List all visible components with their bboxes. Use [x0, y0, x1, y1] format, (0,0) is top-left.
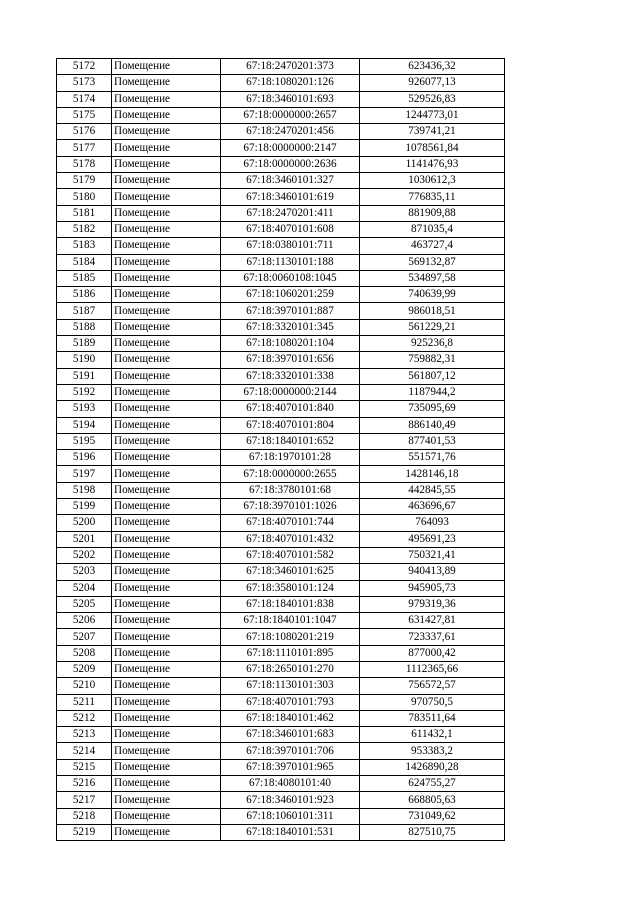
row-number-cell: 5176: [57, 124, 112, 140]
cadastral-number-cell: 67:18:2470201:373: [221, 59, 360, 75]
cadastral-value-cell: 631427,81: [360, 613, 505, 629]
row-number-cell: 5217: [57, 792, 112, 808]
row-number-cell: 5209: [57, 661, 112, 677]
table-row: [57, 75, 505, 91]
cadastral-number-cell: 67:18:0060108:1045: [221, 270, 360, 286]
row-number-cell: 5193: [57, 401, 112, 417]
cadastral-number-cell: 67:18:1840101:652: [221, 433, 360, 449]
table-row: [57, 613, 505, 629]
cadastral-number-cell: 67:18:1080201:126: [221, 75, 360, 91]
object-type-cell: Помещение: [112, 564, 221, 580]
row-number-cell: 5177: [57, 140, 112, 156]
row-number-cell: 5194: [57, 417, 112, 433]
table-row: [57, 336, 505, 352]
table-row: [57, 401, 505, 417]
cadastral-value-cell: 611432,1: [360, 727, 505, 743]
row-number-cell: 5173: [57, 75, 112, 91]
cadastral-value-cell: 740639,99: [360, 287, 505, 303]
cadastral-number-cell: 67:18:1110101:895: [221, 645, 360, 661]
row-number-cell: 5212: [57, 710, 112, 726]
table-row: [57, 482, 505, 498]
row-number-cell: 5181: [57, 205, 112, 221]
row-number-cell: 5186: [57, 287, 112, 303]
row-number-cell: 5202: [57, 547, 112, 563]
cadastral-number-cell: 67:18:3580101:124: [221, 580, 360, 596]
cadastral-value-cell: 1426890,28: [360, 759, 505, 775]
cadastral-value-cell: 551571,76: [360, 450, 505, 466]
cadastral-number-cell: 67:18:4070101:582: [221, 547, 360, 563]
row-number-cell: 5204: [57, 580, 112, 596]
row-number-cell: 5196: [57, 450, 112, 466]
object-type-cell: Помещение: [112, 140, 221, 156]
table-row: [57, 352, 505, 368]
table-row: [57, 645, 505, 661]
object-type-cell: Помещение: [112, 368, 221, 384]
object-type-cell: Помещение: [112, 205, 221, 221]
object-type-cell: Помещение: [112, 401, 221, 417]
object-type-cell: Помещение: [112, 156, 221, 172]
object-type-cell: Помещение: [112, 319, 221, 335]
cadastral-value-cell: 735095,69: [360, 401, 505, 417]
object-type-cell: Помещение: [112, 515, 221, 531]
cadastral-number-cell: 67:18:4070101:793: [221, 694, 360, 710]
object-type-cell: Помещение: [112, 743, 221, 759]
object-type-cell: Помещение: [112, 124, 221, 140]
cadastral-number-cell: 67:18:3460101:327: [221, 173, 360, 189]
cadastral-number-cell: 67:18:1080201:104: [221, 336, 360, 352]
cadastral-value-cell: 926077,13: [360, 75, 505, 91]
cadastral-number-cell: 67:18:1840101:462: [221, 710, 360, 726]
object-type-cell: Помещение: [112, 189, 221, 205]
object-type-cell: Помещение: [112, 792, 221, 808]
cadastral-number-cell: 67:18:0380101:711: [221, 238, 360, 254]
table-row: [57, 759, 505, 775]
row-number-cell: 5187: [57, 303, 112, 319]
cadastral-number-cell: 67:18:0000000:2636: [221, 156, 360, 172]
cadastral-value-cell: 750321,41: [360, 547, 505, 563]
object-type-cell: Помещение: [112, 221, 221, 237]
object-type-cell: Помещение: [112, 482, 221, 498]
cadastral-number-cell: 67:18:3780101:68: [221, 482, 360, 498]
object-type-cell: Помещение: [112, 776, 221, 792]
cadastral-number-cell: 67:18:1060201:259: [221, 287, 360, 303]
cadastral-number-cell: 67:18:3970101:887: [221, 303, 360, 319]
object-type-cell: Помещение: [112, 596, 221, 612]
row-number-cell: 5179: [57, 173, 112, 189]
table-row: [57, 727, 505, 743]
row-number-cell: 5215: [57, 759, 112, 775]
row-number-cell: 5185: [57, 270, 112, 286]
cadastral-number-cell: 67:18:0000000:2655: [221, 466, 360, 482]
table-row: [57, 384, 505, 400]
cadastral-value-cell: 871035,4: [360, 221, 505, 237]
cadastral-value-cell: 442845,55: [360, 482, 505, 498]
cadastral-value-cell: 783511,64: [360, 710, 505, 726]
object-type-cell: Помещение: [112, 466, 221, 482]
row-number-cell: 5207: [57, 629, 112, 645]
cadastral-value-cell: 877000,42: [360, 645, 505, 661]
object-type-cell: Помещение: [112, 303, 221, 319]
table-row: [57, 596, 505, 612]
cadastral-value-cell: 881909,88: [360, 205, 505, 221]
table-row: [57, 91, 505, 107]
object-type-cell: Помещение: [112, 384, 221, 400]
row-number-cell: 5211: [57, 694, 112, 710]
cadastral-number-cell: 67:18:1840101:531: [221, 824, 360, 840]
table-row: [57, 661, 505, 677]
cadastral-value-cell: 569132,87: [360, 254, 505, 270]
cadastral-value-cell: 925236,8: [360, 336, 505, 352]
object-type-cell: Помещение: [112, 417, 221, 433]
table-row: [57, 173, 505, 189]
row-number-cell: 5200: [57, 515, 112, 531]
row-number-cell: 5180: [57, 189, 112, 205]
table-row: [57, 710, 505, 726]
cadastral-number-cell: 67:18:2650101:270: [221, 661, 360, 677]
table-row: [57, 450, 505, 466]
row-number-cell: 5213: [57, 727, 112, 743]
row-number-cell: 5216: [57, 776, 112, 792]
cadastral-value-cell: 624755,27: [360, 776, 505, 792]
row-number-cell: 5206: [57, 613, 112, 629]
row-number-cell: 5174: [57, 91, 112, 107]
table-row: [57, 776, 505, 792]
object-type-cell: Помещение: [112, 254, 221, 270]
table-row: [57, 156, 505, 172]
row-number-cell: 5214: [57, 743, 112, 759]
row-number-cell: 5219: [57, 824, 112, 840]
cadastral-number-cell: 67:18:2470201:456: [221, 124, 360, 140]
cadastral-number-cell: 67:18:1840101:1047: [221, 613, 360, 629]
cadastral-number-cell: 67:18:0000000:2147: [221, 140, 360, 156]
row-number-cell: 5184: [57, 254, 112, 270]
object-type-cell: Помещение: [112, 287, 221, 303]
object-type-cell: Помещение: [112, 808, 221, 824]
row-number-cell: 5210: [57, 678, 112, 694]
cadastral-number-cell: 67:18:4070101:432: [221, 531, 360, 547]
object-type-cell: Помещение: [112, 450, 221, 466]
row-number-cell: 5199: [57, 499, 112, 515]
object-type-cell: Помещение: [112, 727, 221, 743]
object-type-cell: Помещение: [112, 759, 221, 775]
table-row: [57, 303, 505, 319]
cadastral-value-cell: 561807,12: [360, 368, 505, 384]
cadastral-value-cell: 764093: [360, 515, 505, 531]
cadastral-number-cell: 67:18:1970101:28: [221, 450, 360, 466]
cadastral-number-cell: 67:18:1130101:188: [221, 254, 360, 270]
table-row: [57, 270, 505, 286]
cadastral-number-cell: 67:18:3970101:656: [221, 352, 360, 368]
cadastral-number-cell: 67:18:3970101:965: [221, 759, 360, 775]
cadastral-number-cell: 67:18:1060101:311: [221, 808, 360, 824]
table-row: [57, 238, 505, 254]
cadastral-value-cell: 886140,49: [360, 417, 505, 433]
table-row: [57, 189, 505, 205]
table-row: [57, 433, 505, 449]
object-type-cell: Помещение: [112, 433, 221, 449]
cadastral-value-cell: 1078561,84: [360, 140, 505, 156]
object-type-cell: Помещение: [112, 694, 221, 710]
row-number-cell: 5182: [57, 221, 112, 237]
cadastral-value-cell: 827510,75: [360, 824, 505, 840]
object-type-cell: Помещение: [112, 336, 221, 352]
object-type-cell: Помещение: [112, 629, 221, 645]
cadastral-value-cell: 1244773,01: [360, 107, 505, 123]
object-type-cell: Помещение: [112, 75, 221, 91]
row-number-cell: 5195: [57, 433, 112, 449]
table-row: [57, 205, 505, 221]
cadastral-number-cell: 67:18:3970101:1026: [221, 499, 360, 515]
object-type-cell: Помещение: [112, 107, 221, 123]
table-row: [57, 124, 505, 140]
cadastral-value-cell: 1187944,2: [360, 384, 505, 400]
cadastral-number-cell: 67:18:4070101:608: [221, 221, 360, 237]
object-type-cell: Помещение: [112, 270, 221, 286]
cadastral-number-cell: 67:18:3320101:345: [221, 319, 360, 335]
cadastral-number-cell: 67:18:3970101:706: [221, 743, 360, 759]
table-row: [57, 515, 505, 531]
cadastral-value-cell: 529526,83: [360, 91, 505, 107]
table-row: [57, 221, 505, 237]
row-number-cell: 5183: [57, 238, 112, 254]
table-row: [57, 678, 505, 694]
cadastral-value-cell: 776835,11: [360, 189, 505, 205]
cadastral-value-cell: 940413,89: [360, 564, 505, 580]
cadastral-value-cell: 759882,31: [360, 352, 505, 368]
row-number-cell: 5189: [57, 336, 112, 352]
table-row: [57, 59, 505, 75]
table-row: [57, 417, 505, 433]
cadastral-number-cell: 67:18:3460101:683: [221, 727, 360, 743]
cadastral-value-cell: 463696,67: [360, 499, 505, 515]
cadastral-value-cell: 1030612,3: [360, 173, 505, 189]
table-row: [57, 368, 505, 384]
cadastral-value-table: [56, 58, 505, 841]
object-type-cell: Помещение: [112, 531, 221, 547]
table-row: [57, 808, 505, 824]
row-number-cell: 5178: [57, 156, 112, 172]
cadastral-number-cell: 67:18:2470201:411: [221, 205, 360, 221]
row-number-cell: 5208: [57, 645, 112, 661]
object-type-cell: Помещение: [112, 678, 221, 694]
object-type-cell: Помещение: [112, 645, 221, 661]
table-row: [57, 743, 505, 759]
table-body: [57, 59, 505, 841]
cadastral-number-cell: 67:18:1840101:838: [221, 596, 360, 612]
object-type-cell: Помещение: [112, 352, 221, 368]
cadastral-value-cell: 953383,2: [360, 743, 505, 759]
cadastral-value-cell: 1428146,18: [360, 466, 505, 482]
table-row: [57, 824, 505, 840]
table-row: [57, 580, 505, 596]
table-row: [57, 107, 505, 123]
row-number-cell: 5205: [57, 596, 112, 612]
object-type-cell: Помещение: [112, 824, 221, 840]
cadastral-number-cell: 67:18:4080101:40: [221, 776, 360, 792]
table-row: [57, 694, 505, 710]
cadastral-number-cell: 67:18:4070101:840: [221, 401, 360, 417]
cadastral-value-cell: 945905,73: [360, 580, 505, 596]
object-type-cell: Помещение: [112, 499, 221, 515]
object-type-cell: Помещение: [112, 661, 221, 677]
cadastral-number-cell: 67:18:1080201:219: [221, 629, 360, 645]
row-number-cell: 5218: [57, 808, 112, 824]
table-row: [57, 564, 505, 580]
cadastral-value-cell: 877401,53: [360, 433, 505, 449]
table-row: [57, 319, 505, 335]
cadastral-value-cell: 561229,21: [360, 319, 505, 335]
table-row: [57, 140, 505, 156]
cadastral-number-cell: 67:18:3320101:338: [221, 368, 360, 384]
table-row: [57, 629, 505, 645]
cadastral-value-cell: 623436,32: [360, 59, 505, 75]
row-number-cell: 5188: [57, 319, 112, 335]
cadastral-value-cell: 463727,4: [360, 238, 505, 254]
row-number-cell: 5192: [57, 384, 112, 400]
row-number-cell: 5197: [57, 466, 112, 482]
object-type-cell: Помещение: [112, 710, 221, 726]
cadastral-value-cell: 756572,57: [360, 678, 505, 694]
cadastral-value-cell: 495691,23: [360, 531, 505, 547]
cadastral-number-cell: 67:18:3460101:923: [221, 792, 360, 808]
object-type-cell: Помещение: [112, 580, 221, 596]
table-row: [57, 547, 505, 563]
row-number-cell: 5201: [57, 531, 112, 547]
row-number-cell: 5203: [57, 564, 112, 580]
row-number-cell: 5191: [57, 368, 112, 384]
table-row: [57, 531, 505, 547]
cadastral-value-cell: 534897,58: [360, 270, 505, 286]
cadastral-number-cell: 67:18:3460101:693: [221, 91, 360, 107]
cadastral-value-cell: 668805,63: [360, 792, 505, 808]
table-row: [57, 499, 505, 515]
cadastral-value-cell: 731049,62: [360, 808, 505, 824]
cadastral-number-cell: 67:18:4070101:804: [221, 417, 360, 433]
object-type-cell: Помещение: [112, 59, 221, 75]
cadastral-number-cell: 67:18:0000000:2657: [221, 107, 360, 123]
row-number-cell: 5172: [57, 59, 112, 75]
cadastral-number-cell: 67:18:3460101:625: [221, 564, 360, 580]
row-number-cell: 5175: [57, 107, 112, 123]
object-type-cell: Помещение: [112, 547, 221, 563]
table-row: [57, 254, 505, 270]
cadastral-value-cell: 1112365,66: [360, 661, 505, 677]
row-number-cell: 5190: [57, 352, 112, 368]
object-type-cell: Помещение: [112, 238, 221, 254]
cadastral-value-cell: 1141476,93: [360, 156, 505, 172]
cadastral-value-cell: 986018,51: [360, 303, 505, 319]
cadastral-number-cell: 67:18:3460101:619: [221, 189, 360, 205]
cadastral-value-cell: 739741,21: [360, 124, 505, 140]
cadastral-number-cell: 67:18:1130101:303: [221, 678, 360, 694]
object-type-cell: Помещение: [112, 613, 221, 629]
cadastral-value-cell: 723337,61: [360, 629, 505, 645]
cadastral-value-cell: 979319,36: [360, 596, 505, 612]
table-row: [57, 792, 505, 808]
object-type-cell: Помещение: [112, 173, 221, 189]
table-row: [57, 466, 505, 482]
cadastral-value-cell: 970750,5: [360, 694, 505, 710]
cadastral-number-cell: 67:18:0000000:2144: [221, 384, 360, 400]
row-number-cell: 5198: [57, 482, 112, 498]
object-type-cell: Помещение: [112, 91, 221, 107]
cadastral-number-cell: 67:18:4070101:744: [221, 515, 360, 531]
table-row: [57, 287, 505, 303]
